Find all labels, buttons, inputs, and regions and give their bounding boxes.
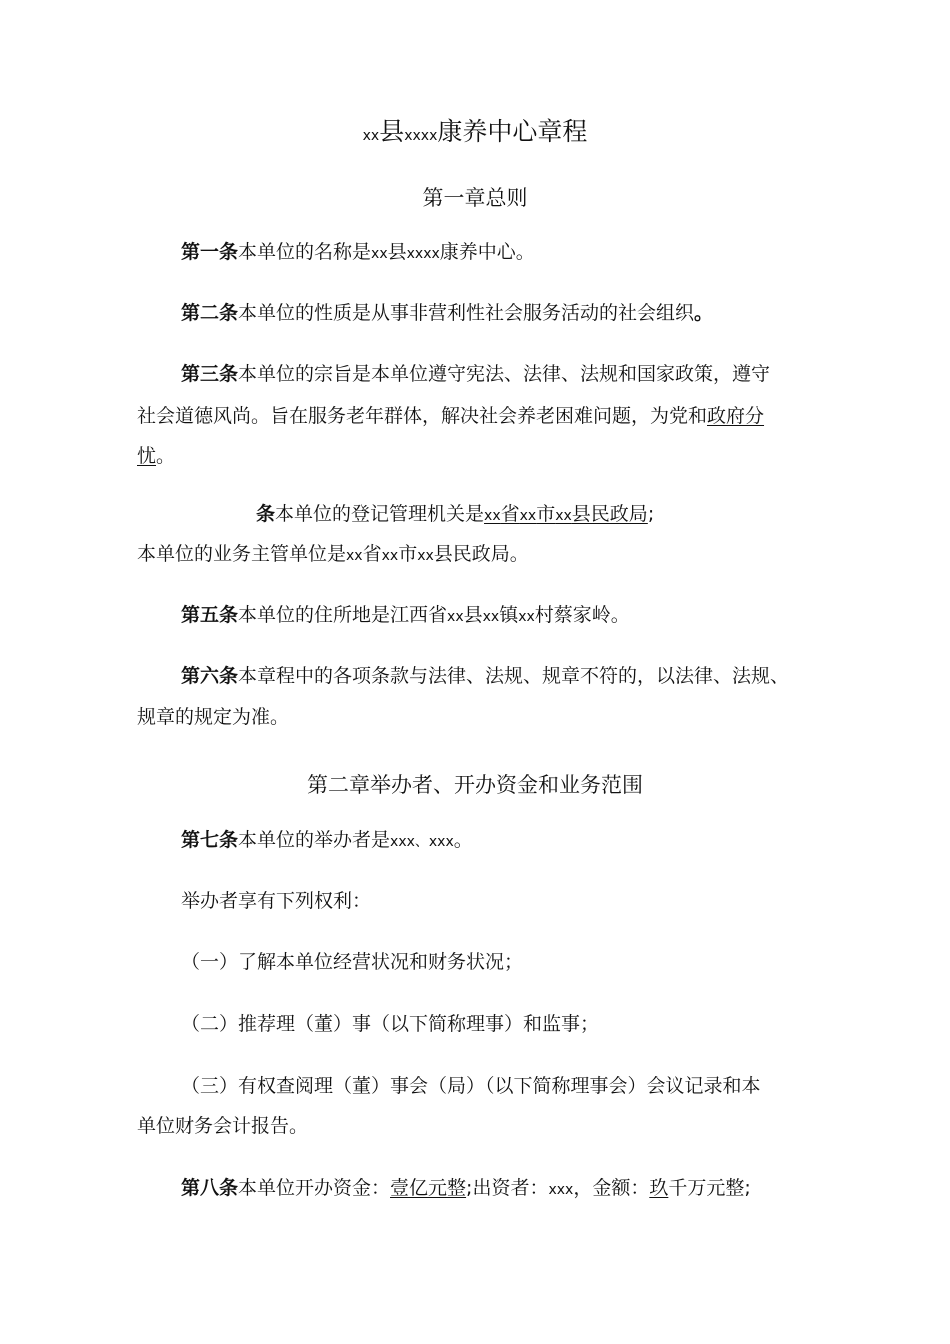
chapter-1-heading: 第一章总则 [422, 186, 528, 210]
article-4-l2-placeholder-3: xx [417, 548, 434, 564]
article-2 [181, 300, 713, 326]
article-5-text-1: 本单位的住所地是江西省 [238, 604, 448, 626]
article-8-capital-amount: 壹亿元整 [390, 1177, 467, 1199]
title-placeholder-name: xxxx [404, 128, 438, 144]
article-5-label: 第五条 [181, 604, 239, 626]
article-3-text-2: 社会道德风尚。旨在服务老年群体，解决社会养老困难问题，为党和 [137, 405, 708, 427]
title-text-county: 县 [379, 117, 405, 146]
article-4-line-2 [137, 541, 529, 569]
article-4-text-1: 本单位的登记管理机关是 [275, 503, 485, 525]
article-7-end: 。 [453, 829, 473, 851]
article-4-city: 市 [536, 503, 556, 525]
article-5 [181, 602, 630, 630]
article-8-end: ; [744, 1177, 751, 1199]
article-4-text-2: 本单位的业务主管单位是 [137, 543, 347, 565]
article-3-underlined-3: 忧 [137, 445, 157, 467]
article-4-label: 条 [256, 503, 276, 525]
article-4-bureau: 县民政局 [571, 503, 648, 525]
article-4-line-1 [256, 501, 654, 529]
article-4-placeholder-1: xx [484, 508, 501, 524]
chapter-2-heading: 第二章举办者、开办资金和业务范围 [307, 773, 643, 797]
rights-item-1: （一）了解本单位经营状况和财务状况； [181, 951, 524, 973]
article-2-end: 。 [694, 302, 714, 324]
article-3-line-2 [137, 403, 764, 429]
rights-item-2: （二）推荐理（董）事（以下简称理事）和监事； [181, 1013, 600, 1035]
document-title [0, 116, 950, 152]
article-1-text-county: 县 [387, 241, 407, 263]
article-8-text-2: ;出资者： [466, 1177, 549, 1199]
article-8-text-1: 本单位开办资金： [238, 1177, 391, 1199]
article-3-underlined-2: 政府分 [707, 405, 765, 427]
article-8-text-3: ，金额： [573, 1177, 650, 1199]
article-1-text: 本单位的名称是 [238, 241, 372, 263]
article-8 [181, 1175, 751, 1203]
article-8-placeholder: xxx [548, 1182, 574, 1198]
article-3-line-3 [137, 443, 175, 469]
article-4-placeholder-3: xx [555, 508, 572, 524]
article-4-l2-placeholder-2: xx [381, 548, 399, 564]
article-8-amount-digit: 玖 [649, 1177, 669, 1199]
article-5-text-3: 镇 [499, 604, 519, 626]
rights-item-3-line-1: （三）有权查阅理（董）事会（局）（以下简称理事会）会议记录和本 [181, 1075, 761, 1097]
article-4-l2-bureau: 县民政局。 [433, 543, 529, 565]
article-4-semicolon: ; [647, 503, 655, 525]
article-5-placeholder-2: xx [482, 609, 500, 625]
article-4-l2-province: 省 [362, 543, 382, 565]
article-2-label: 第二条 [181, 302, 239, 324]
article-4-l2-city: 市 [398, 543, 418, 565]
article-5-placeholder-3: xx [518, 609, 535, 625]
article-4-placeholder-2: xx [519, 508, 537, 524]
article-3-text-3: 。 [156, 445, 176, 467]
article-1-placeholder: xx [371, 246, 388, 262]
article-6-line-2: 规章的规定为准。 [137, 706, 290, 728]
article-4-l2-placeholder-1: xx [346, 548, 363, 564]
title-text-suffix: 康养中心章程 [437, 117, 588, 146]
title-placeholder-county: xx [362, 128, 380, 144]
rights-item-3-line-2: 单位财务会计报告。 [137, 1115, 309, 1137]
article-3-line-1 [181, 361, 770, 387]
article-5-text-2: 县 [463, 604, 483, 626]
article-2-text: 本单位的性质是从事非营利性社会服务活动的社会组织 [238, 302, 695, 324]
article-7-label: 第七条 [181, 829, 239, 851]
article-1-text-end: 康养中心。 [439, 241, 535, 263]
article-7 [181, 827, 473, 855]
article-8-label: 第八条 [181, 1177, 239, 1199]
article-6-label: 第六条 [181, 665, 239, 687]
article-5-text-4: 村蔡家岭。 [534, 604, 630, 626]
article-3-text-1: 本单位的宗旨是本单位遵守宪法、法律、法规和国家政策，遵守 [238, 363, 771, 385]
article-6-line-1 [181, 663, 789, 689]
article-7-placeholder: xxx、xxx [390, 834, 454, 850]
article-1 [181, 239, 535, 267]
rights-intro: 举办者享有下列权利： [181, 890, 372, 912]
article-3-label: 第三条 [181, 363, 239, 385]
article-6-text-1: 本章程中的各项条款与法律、法规、规章不符的，以法律、法规、 [238, 665, 790, 687]
article-1-placeholder-name: xxxx [406, 246, 440, 262]
article-7-text: 本单位的举办者是 [238, 829, 391, 851]
article-8-amount-unit: 千万元整 [668, 1177, 745, 1199]
article-5-placeholder-1: xx [447, 609, 464, 625]
article-1-label: 第一条 [181, 241, 239, 263]
article-4-province: 省 [500, 503, 520, 525]
